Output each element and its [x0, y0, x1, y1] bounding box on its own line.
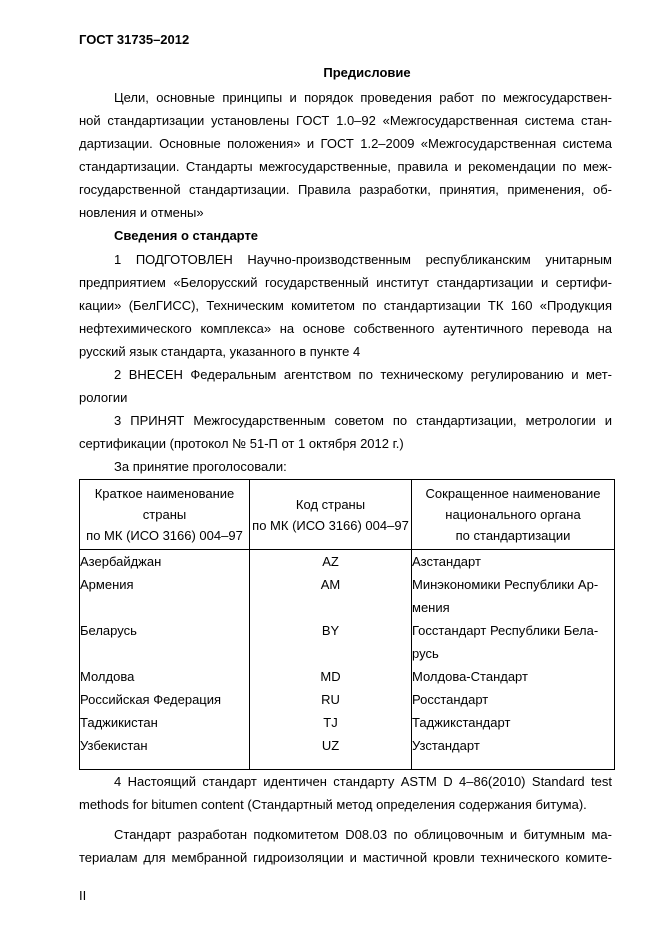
table-header-row — [80, 480, 615, 550]
cell-code: UZ — [250, 734, 412, 770]
voted-label: За принятие проголосовали: — [114, 459, 287, 474]
cell-body-line: Узстандарт — [412, 738, 480, 753]
header-country-line: по МК (ИСО 3166) 004–97 — [86, 528, 243, 543]
cell-country: Молдова — [80, 665, 250, 688]
cell-body-line: Минэкономики Республики Ар- — [412, 577, 599, 592]
cell-body — [412, 619, 615, 665]
page-title: Предисловие — [323, 65, 411, 80]
voting-table — [79, 479, 615, 770]
cell-country: Армения — [80, 573, 250, 619]
table-row — [80, 573, 615, 619]
cell-code: MD — [250, 665, 412, 688]
item1-line: кации» (БелГИСС), Техническим комитетом по стандартизации ТК 160 «Продукция — [79, 298, 612, 313]
cell-body — [412, 550, 615, 574]
cell-code: RU — [250, 688, 412, 711]
document-header: ГОСТ 31735–2012 — [79, 32, 190, 47]
cell-body — [412, 711, 615, 734]
item4-line: 4 Настоящий стандарт идентичен стандарту ASTM D 4–86(2010) Standard test — [114, 774, 612, 789]
header-country — [80, 480, 250, 550]
section-heading: Сведения о стандарте — [114, 228, 259, 243]
page-number: II — [79, 888, 87, 903]
cell-country: Российская Федерация — [80, 688, 250, 711]
cell-country: Таджикистан — [80, 711, 250, 734]
cell-code: AZ — [250, 550, 412, 574]
paragraph1-line: государственной стандартизации. Правила разработки, принятия, применения, об- — [79, 182, 612, 197]
item1-line: русский язык стандарта, указанного в пункте 4 — [79, 344, 361, 359]
table-row — [80, 550, 615, 574]
paragraph1-line: новления и отмены» — [79, 205, 204, 220]
header-body-line: Сокращенное наименование — [425, 486, 601, 501]
header-body — [412, 480, 615, 550]
cell-body-line: Таджикстандарт — [412, 715, 511, 730]
paragraph1-line: дартизации. Основные положения» и ГОСТ 1.2–2009 «Межгосударственная система — [79, 136, 612, 151]
header-code-line: по МК (ИСО 3166) 004–97 — [252, 517, 409, 533]
cell-code: TJ — [250, 711, 412, 734]
cell-body — [412, 688, 615, 711]
cell-body — [412, 734, 615, 770]
cell-body-line: Госстандарт Республики Бела- — [412, 623, 599, 638]
header-code — [250, 480, 412, 550]
table-row — [80, 688, 615, 711]
last-paragraph-line: териалам для мембранной гидроизоляции и мастичной кровли технического комите- — [79, 850, 612, 865]
item2-line: рологии — [79, 390, 128, 405]
item4-line: methods for bitumen content (Стандартный метод определения содержания битума). — [79, 797, 587, 812]
cell-body — [412, 573, 615, 619]
item3-line: сертификации (протокол № 51-П от 1 октября 2012 г.) — [79, 436, 404, 451]
header-country-line: Краткое наименование — [94, 486, 235, 501]
cell-body-line: мения — [412, 600, 450, 615]
cell-country: Азербайджан — [80, 550, 250, 574]
header-country-line: страны — [142, 507, 187, 522]
cell-body — [412, 665, 615, 688]
item3-line: 3 ПРИНЯТ Межгосударственным советом по стандартизации, метрологии и — [114, 413, 612, 428]
paragraph1-line: ной стандартизации установлены ГОСТ 1.0–92 «Межгосударственная система стан- — [79, 113, 612, 128]
cell-body-line: русь — [412, 646, 439, 661]
item1-line: предприятием «Белорусский государственный институт стандартизации и сертифи- — [79, 275, 612, 290]
item1-line: 1 ПОДГОТОВЛЕН Научно-производственным республиканским унитарным — [114, 252, 612, 267]
table-row — [80, 619, 615, 665]
cell-country: Узбекистан — [80, 734, 250, 770]
table-row — [80, 711, 615, 734]
cell-country: Беларусь — [80, 619, 250, 665]
header-body-line: по стандартизации — [455, 528, 571, 543]
header-body-line: национального органа — [445, 507, 581, 522]
table-row — [80, 734, 615, 770]
cell-code: BY — [250, 619, 412, 665]
last-paragraph-line: Стандарт разработан подкомитетом D08.03 по облицовочным и битумным ма- — [114, 827, 612, 842]
paragraph1-line: стандартизации. Стандарты межгосударственные, правила и рекомендации по меж- — [79, 159, 612, 174]
cell-body-line: Росстандарт — [412, 692, 489, 707]
item2-line: 2 ВНЕСЕН Федеральным агентством по техническому регулированию и мет- — [114, 367, 612, 382]
paragraph1-line: Цели, основные принципы и порядок проведения работ по межгосударствен- — [114, 90, 612, 105]
cell-body-line: Молдова-Стандарт — [412, 669, 528, 684]
item1-line: нефтехимического комплекса» на основе собственного аутентичного перевода на — [79, 321, 612, 336]
table-row — [80, 665, 615, 688]
cell-code: AM — [250, 573, 412, 619]
cell-body-line: Азстандарт — [412, 554, 481, 569]
header-code-line: Код страны — [295, 496, 366, 512]
